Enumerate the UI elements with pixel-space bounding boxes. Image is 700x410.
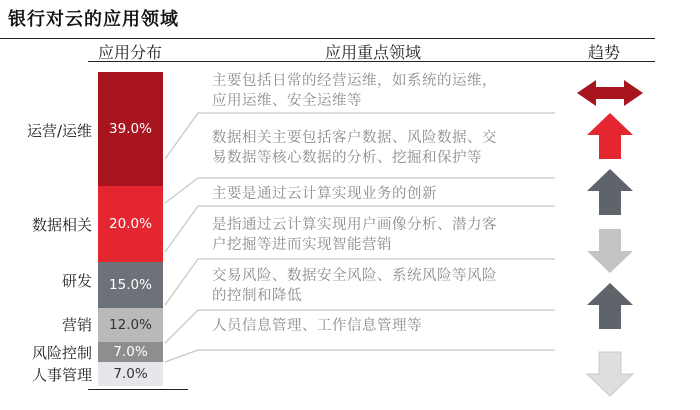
focus-line: 主要是通过云计算实现业务的创新 xyxy=(212,186,437,202)
focus-line: 易数据等核心数据的分析、挖掘和保护等 xyxy=(212,150,482,166)
bar-value-label: 20.0% xyxy=(109,216,152,232)
focus-line: 交易风险、数据安全风险、系统风险等风险 xyxy=(212,268,497,284)
focus-line: 应用运维、安全运维等 xyxy=(212,93,362,109)
focus-line: 的控制和降低 xyxy=(212,288,302,304)
bar-value-label: 7.0% xyxy=(113,366,148,382)
category-label: 研发 xyxy=(61,272,92,290)
arrow-down-icon xyxy=(587,352,633,396)
trend-header: 趋势 xyxy=(588,43,621,62)
focus-line: 户挖掘等进而实现智能营销 xyxy=(212,237,392,253)
category-label: 运营/运维 xyxy=(26,122,92,140)
focus-header: 应用重点领域 xyxy=(325,43,422,62)
arrow-down-icon xyxy=(587,229,633,273)
page-title: 银行对云的应用领域 xyxy=(8,9,179,30)
bar-value-label: 12.0% xyxy=(109,317,152,333)
bar-value-label: 39.0% xyxy=(109,121,152,137)
category-label: 风险控制 xyxy=(31,344,92,362)
arrow-up-icon xyxy=(587,169,633,215)
category-label: 数据相关 xyxy=(31,216,92,234)
focus-line: 数据相关主要包括客户数据、风险数据、交 xyxy=(212,130,497,146)
category-label: 营销 xyxy=(61,316,92,334)
focus-line: 人员信息管理、工作信息管理等 xyxy=(212,318,422,334)
arrow-up-icon xyxy=(587,283,633,329)
focus-line: 是指通过云计算实现用户画像分析、潜力客 xyxy=(212,217,497,233)
bar-value-label: 15.0% xyxy=(109,277,152,293)
distribution-header: 应用分布 xyxy=(98,43,163,62)
bar-value-label: 7.0% xyxy=(113,344,148,360)
category-label: 人事管理 xyxy=(31,366,92,384)
focus-line: 主要包括日常的经营运维，如系统的运维， xyxy=(212,73,497,89)
double-arrow-icon xyxy=(577,80,643,106)
arrow-up-icon xyxy=(587,113,633,159)
